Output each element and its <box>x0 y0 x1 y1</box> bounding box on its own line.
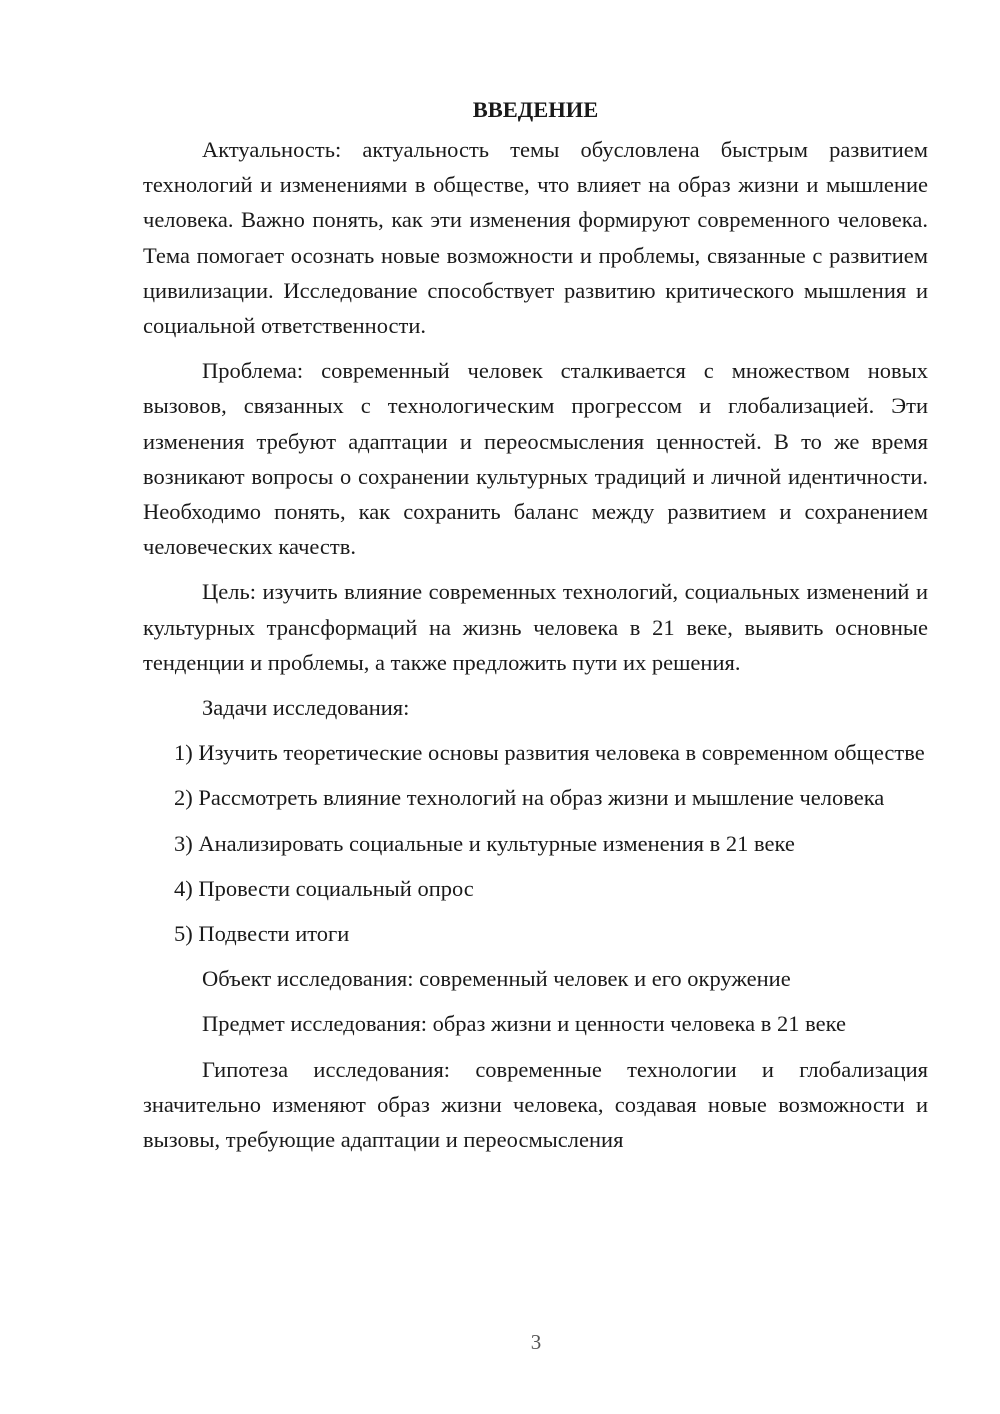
task-item: 3) Анализировать социальные и культурные изменения в 21 веке <box>174 830 795 856</box>
object-paragraph: Объект исследования: современный человек и его окружение <box>202 966 791 992</box>
page-title: ВВЕДЕНИЕ <box>472 97 599 122</box>
task-item: 2) Рассмотреть влияние технологий на образ жизни и мышление человека <box>174 785 885 811</box>
document-page <box>143 92 928 1167</box>
tasks-heading: Задачи исследования: <box>202 695 410 721</box>
hypothesis-paragraph: Гипотеза исследования: современные технологии и глобализация значительно изменяют образ жизни человека, создавая новые возможности и вызовы, требующие адаптации и переосмысления <box>143 1056 928 1153</box>
tasks-list <box>143 735 928 951</box>
page-number: 3 <box>530 1330 542 1354</box>
task-item: 1) Изучить теоретические основы развития человека в современном обществе <box>174 740 925 766</box>
problem-paragraph: Проблема: современный человек сталкивается с множеством новых вызовов, связанных с технологическим прогрессом и глобализацией. Эти изменения требуют адаптации и переосмысления ценностей. В то же время возникают вопросы о сохранении культурных традиций и личной идентичности. Необходимо понять, как сохранить баланс между развитием и сохранением человеческих качеств. <box>143 358 928 560</box>
goal-paragraph: Цель: изучить влияние современных технологий, социальных изменений и культурных трансформаций на жизнь человека в 21 веке, выявить основные тенденции и проблемы, а также предложить пути их решения. <box>143 579 928 675</box>
task-item: 4) Провести социальный опрос <box>174 875 474 901</box>
relevance-paragraph: Актуальность: актуальность темы обусловлена быстрым развитием технологий и изменениями в обществе, что влияет на образ жизни и мышление человека. Важно понять, как эти изменения формируют современного человека. Тема помогает осознать новые возможности и проблемы, связанные с развитием цивилизации. Исследование способствует развитию критического мышления и социальной ответственности. <box>143 137 928 339</box>
subject-paragraph: Предмет исследования: образ жизни и ценности человека в 21 веке <box>202 1011 846 1037</box>
task-item: 5) Подвести итоги <box>174 921 350 947</box>
